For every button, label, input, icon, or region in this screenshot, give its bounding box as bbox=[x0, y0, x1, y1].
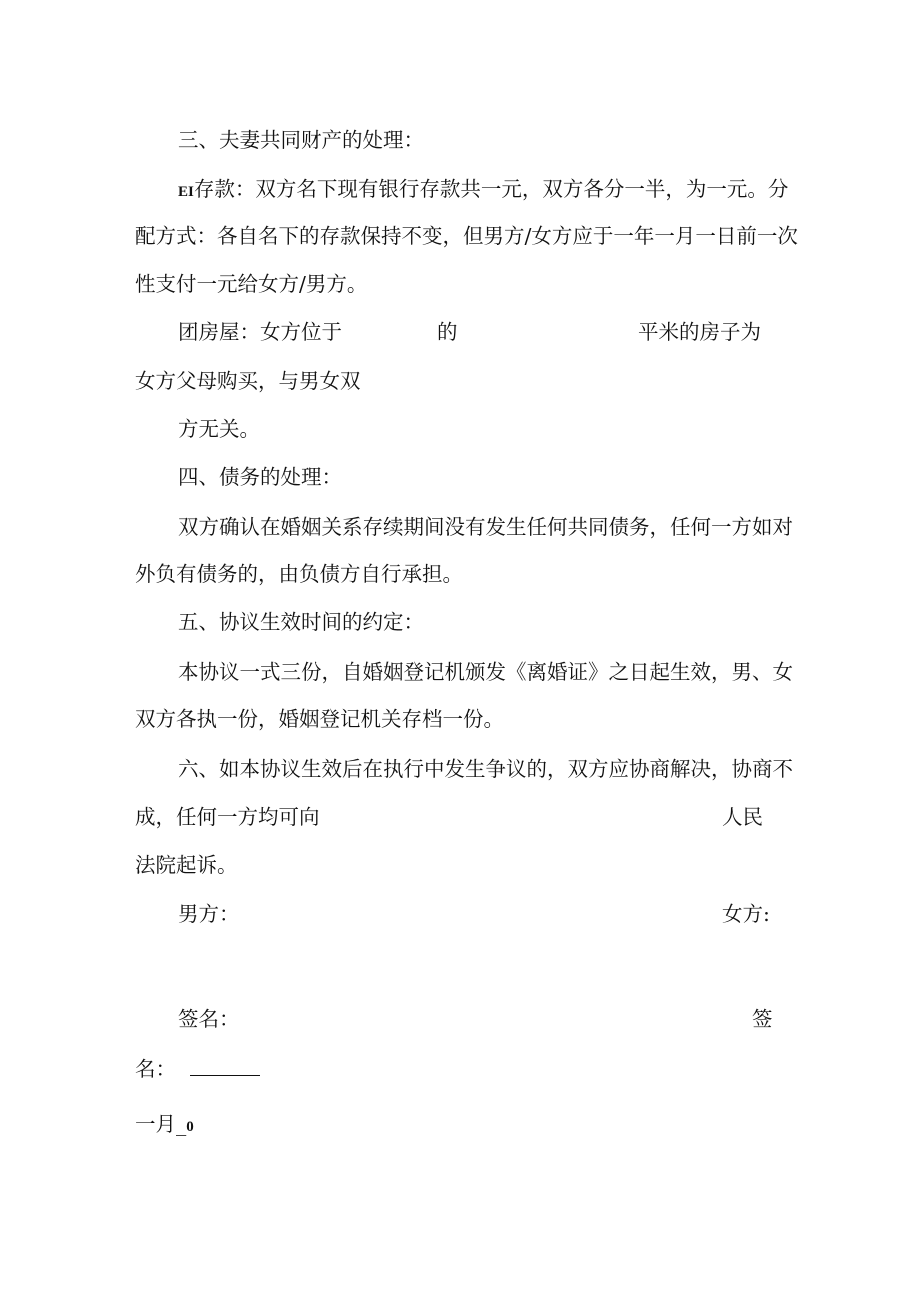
section3-heading: 三、夫妻共同财产的处理： bbox=[178, 128, 424, 152]
house-line-2: 女方父母购买，与男女双 bbox=[135, 369, 361, 393]
section5-heading: 五、协议生效时间的约定： bbox=[178, 610, 424, 634]
signature-blank-line bbox=[190, 1057, 260, 1076]
date-text: 一月_ bbox=[135, 1112, 187, 1136]
date-suffix: 0 bbox=[186, 1119, 194, 1135]
deposit-text-1: 存款：双方名下现有银行存款共一元，双方各分一半，为一元。分 bbox=[193, 177, 789, 201]
signature-label-right-part2 bbox=[135, 1057, 260, 1081]
deposit-line-2: 配方式：各自名下的存款保持不变，但男方/女方应于一年一月一日前一次 bbox=[135, 224, 798, 248]
dispute-line-3: 法院起诉。 bbox=[135, 853, 238, 877]
deposit-marker: EI bbox=[178, 184, 194, 200]
female-party-label: 女方: bbox=[722, 902, 770, 926]
dispute-line-2a: 成，任何一方均可向 bbox=[135, 805, 320, 829]
section4-heading: 四、债务的处理： bbox=[178, 465, 342, 489]
dispute-line-2b: 人民 bbox=[722, 805, 763, 829]
signature-label-text: 名： bbox=[135, 1057, 176, 1081]
effect-line-2: 双方各执一份，婚姻登记机关存档一份。 bbox=[135, 707, 504, 731]
male-party-label: 男方： bbox=[178, 902, 240, 926]
deposit-line-1 bbox=[178, 177, 788, 204]
effect-line-1: 本协议一式三份，自婚姻登记机颁发《离婚证》之日起生效，男、女 bbox=[178, 660, 793, 684]
house-line-1b: 的 bbox=[437, 320, 458, 344]
house-line-1c: 平米的房子为 bbox=[638, 320, 761, 344]
signature-label-right-part1: 签 bbox=[752, 1007, 773, 1031]
dispute-line-1: 六、如本协议生效后在执行中发生争议的，双方应协商解决，协商不 bbox=[178, 757, 793, 781]
debt-line-1: 双方确认在婚姻关系存续期间没有发生任何共同债务，任何一方如对 bbox=[178, 515, 793, 539]
signature-label-left: 签名： bbox=[178, 1007, 240, 1031]
house-line-1a: 团房屋：女方位于 bbox=[178, 320, 342, 344]
house-line-3: 方无关。 bbox=[178, 417, 260, 441]
deposit-line-3: 性支付一元给女方/男方。 bbox=[135, 272, 368, 296]
debt-line-2: 外负有债务的，由负债方自行承担。 bbox=[135, 562, 463, 586]
date-line bbox=[135, 1112, 194, 1139]
